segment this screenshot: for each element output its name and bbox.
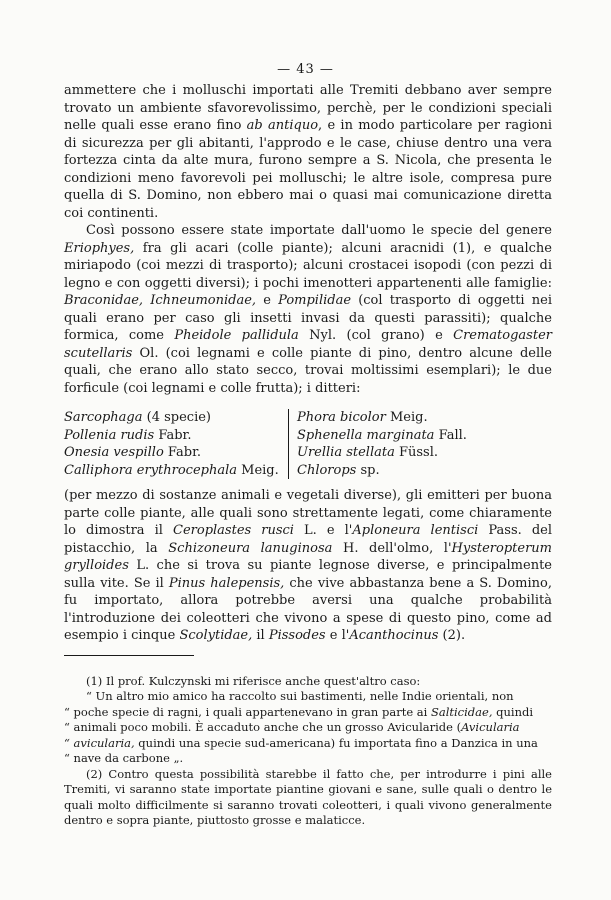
footnote-1-intro: (1) Il prof. Kulczynski mi riferisce anche quest'altro caso: xyxy=(86,673,421,688)
italic-run: Schizoneura lanuginosa xyxy=(168,540,333,556)
text-run: e l' xyxy=(325,628,350,643)
text-run: fra gli acari (colle piante); alcuni aracnidi (1), e qualche miriapodo (coi mezzi di trasporto); alcuni crostacei isopodi (con pezzi di legno e con oggetti diversi); i pochi imenotteri appartenenti alle famiglie: xyxy=(64,240,552,291)
page-number: — 43 — xyxy=(277,62,334,77)
italic-run: Pissodes xyxy=(268,628,326,643)
main-text xyxy=(64,82,552,829)
text-run: che vive abbastanza bene a S. Domino, fu importato, allora potrebbe aversi una qualche probabilità l'introduzione dei coleotteri che vivono a spese di questo pino, come ad esempio i cinque xyxy=(64,575,552,643)
text-run: Nyl. (col grano) e xyxy=(298,328,454,343)
italic-run: Aploneura lentisci xyxy=(352,523,479,538)
text-run: ammettere che i molluschi importati alle Tremiti debbano aver sempre trovato un ambiente sfavorevolissimo, perchè, per le condizioni speciali nelle quali esse erano fino xyxy=(64,83,552,133)
footnote-1-quote-line: “ nave da carbone „. xyxy=(64,751,184,765)
text-run: L. e l' xyxy=(293,523,353,538)
text-run: H. dell'olmo, l' xyxy=(332,540,452,556)
text-run: (2). xyxy=(438,628,466,643)
italic-run: Scolytidae, xyxy=(179,628,253,643)
italic-run: Ceroplastes rusci xyxy=(173,523,294,538)
diptera-column-right xyxy=(289,409,467,479)
text-run: L. che si trova su piante legnose diverse, e principalmente sulla vite. Se il xyxy=(64,558,552,591)
footnote-1-quote-line: “ animali poco mobili. È accaduto anche che un grosso Avicularide (Avicularia xyxy=(64,720,520,734)
footnote-divider xyxy=(64,655,194,656)
diptera-list xyxy=(64,409,552,479)
footnote-1-quote-line: “ avicularia, quindi una specie sud-americana) fu importata fino a Danzica in una xyxy=(64,735,538,750)
footnote-2: (2) Contro questa possibilità starebbe il fatto che, per introdurre i pini alle Tremiti, vi saranno state importate piantine giovani e sane, sulle quali o dentro le quali molto difficilmente si saranno trovati coleotteri, i quali vivono generalmente dentro e sopra piante, piuttosto grosse e malaticce. xyxy=(64,766,552,827)
footnote-1-quote-line: “ poche specie di ragni, i quali appartenevano in gran parte ai Salticidae, quindi xyxy=(64,704,534,719)
text-run: (per mezzo di sostanze animali e vegetali diverse), gli emitteri per buona parte colle piante, alle quali sono strettamente legati, come chiaramente lo dimostra il xyxy=(64,488,552,538)
paragraph-3 xyxy=(64,487,552,645)
list-item: Pollenia rudis Fabr. xyxy=(64,427,192,443)
italic-run: Pinus halepensis, xyxy=(168,575,285,591)
text-run: e xyxy=(256,293,279,308)
list-item: Sarcophaga (4 specie) xyxy=(64,410,211,425)
list-item: Phora bicolor Meig. xyxy=(297,410,428,425)
list-item: Urellia stellata Füssl. xyxy=(297,445,439,460)
italic-run: ab antiquo xyxy=(246,118,319,133)
diptera-column-left xyxy=(64,409,289,479)
list-item: Sphenella marginata Fall. xyxy=(297,427,467,443)
footnotes xyxy=(64,674,552,829)
list-item: Onesia vespillo Fabr. xyxy=(64,445,202,460)
text-run: Ol. (coi legnami e colle piante di pino, dentro alcune delle quali, che erano allo stato secco, trovai moltissimi esemplari); le due forficule (coi legnami e colle frutta); i ditteri: xyxy=(64,345,552,396)
italic-run: Braconidae, Ichneumonidae, xyxy=(64,293,257,308)
italic-run: Pompilidae xyxy=(278,293,352,308)
italic-run: Pheidole pallidula xyxy=(174,328,299,343)
text-run: (col trasporto di oggetti nei quali erano per caso gli insetti invasi da questi parassiti); qualche formica, come xyxy=(64,293,552,343)
text-run: Pass. del pistacchio, la xyxy=(64,523,552,556)
text-run: , e in modo particolare per ragioni di sicurezza per gli abitanti, l'approdo e le case, chiuse dentro una vera fortezza cinta da alte mura, furono sempre a S. Nicola, che presenta le condizioni meno favorevoli pei molluschi; le altre isole, compresa pure quella di S. Domino, non ebbero mai o quasi mai comunicazione diretta coi continenti. xyxy=(64,118,552,221)
italic-run: Crematogaster scutellaris xyxy=(64,328,552,361)
paragraph-1 xyxy=(64,82,552,222)
paragraph-2 xyxy=(64,222,552,397)
italic-run: Acanthocinus xyxy=(349,628,439,643)
italic-run: Eriophyes, xyxy=(64,240,135,256)
list-item: Calliphora erythrocephala Meig. xyxy=(64,462,279,478)
italic-run: Hysteropterum grylloides xyxy=(64,540,552,573)
text-run: il xyxy=(252,628,269,643)
text-run: Così possono essere state importate dall'uomo le specie del genere xyxy=(86,223,552,238)
list-item: Chlorops sp. xyxy=(297,462,380,478)
footnote-1-quote-line: “ Un altro mio amico ha raccolto sui bastimenti, nelle Indie orientali, non xyxy=(86,689,514,703)
